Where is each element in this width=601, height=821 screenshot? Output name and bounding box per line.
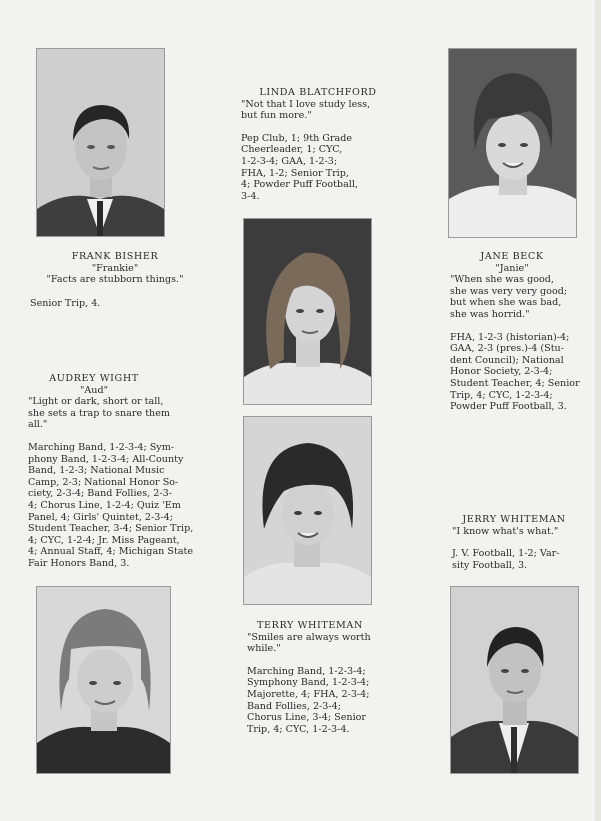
jane-activities-line-5: Student Teacher, 4; Senior [450,377,580,389]
audrey-activities-line-1: Marching Band, 1-2-3-4; Sym- [28,441,175,453]
frank-nickname: "Frankie" [91,262,139,274]
audrey-activities-line-5: ciety, 2-3-4; Band Follies, 2-3- [28,488,172,500]
jane-quote-line-1: "When she was good, [450,274,554,286]
terry-activities-line-1: Marching Band, 1-2-3-4; [247,665,366,677]
linda-activities-line-3: 1-2-3-4; GAA, 1-2-3; [241,155,338,167]
linda-entry [241,87,391,202]
portrait-photo-frank [36,48,165,237]
audrey-quote-line-1: "Light or dark, short or tall, [28,396,164,408]
linda-quote-line-1: "Not that I love study less, [241,98,371,110]
jane-entry [450,251,600,413]
frank-activities: Senior Trip, 4. [30,297,101,309]
jerry-entry [452,514,598,571]
linda-quote-line-2: but fun more." [241,110,312,122]
frank-quote: "Facts are stubborn things." [46,274,184,286]
audrey-activities-line-10: 4; Annual Staff, 4; Michigan State [28,546,194,558]
audrey-quote-line-3: all." [28,419,48,431]
terry-activities-line-3: Majorette, 4; FHA, 2-3-4; [247,688,370,700]
portrait-photo-jane [448,48,577,238]
audrey-activities-line-6: 4; Chorus Line, 1-2-4; Quiz 'Em [28,499,181,511]
jane-quote-line-3: but when she was bad, [450,297,562,309]
audrey-nickname: "Aud" [79,384,109,396]
jane-activities-line-3: dent Council); National [450,354,564,366]
terry-activities-line-6: Trip, 4; CYC, 1-2-3-4. [247,723,350,735]
portrait-photo-linda [243,218,372,405]
terry-quote-line-1: "Smiles are always worth [247,631,371,643]
portrait-photo-audrey [36,586,171,774]
terry-name: TERRY WHITEMAN [257,620,363,631]
jane-nickname: "Janie" [495,262,529,274]
frank-name: FRANK BISHER [71,251,159,262]
frank-entry [30,251,210,309]
linda-activities-line-4: FHA, 1-2; Senior Trip, [241,167,349,179]
terry-quote-line-2: while." [247,643,281,655]
linda-activities-line-6: 3-4. [241,190,260,202]
jerry-name: JERRY WHITEMAN [462,514,566,525]
jane-activities-line-2: GAA, 2-3 (pres.)-4 (Stu- [450,343,564,355]
jane-activities-line-4: Honor Society, 2-3-4; [450,366,553,378]
audrey-activities-line-11: Fair Honors Band, 3. [28,557,130,569]
jerry-quote: "I know what's what." [452,525,559,537]
jerry-activities-line-2: sity Football, 3. [452,559,528,571]
jane-activities-line-6: Trip, 4; CYC, 1-2-3-4; [450,389,553,401]
jane-quote-line-4: she was horrid." [450,308,530,320]
audrey-activities-line-3: Band, 1-2-3; National Music [28,465,165,477]
audrey-name: AUDREY WIGHT [49,373,139,384]
audrey-activities-line-7: Panel, 4; Girls' Quintet, 2-3-4; [28,511,173,523]
audrey-activities-line-2: phony Band, 1-2-3-4; All-County [28,453,184,465]
portrait-photo-terry [243,416,372,605]
linda-activities-line-1: Pep Club, 1; 9th Grade [241,132,353,144]
terry-activities-line-2: Symphony Band, 1-2-3-4; [247,677,370,689]
linda-name: LINDA BLATCHFORD [259,87,377,98]
portrait-photo-jerry [450,586,579,774]
linda-activities-line-2: Cheerleader, 1; CYC, [241,144,343,156]
jane-activities-line-7: Powder Puff Football, 3. [450,401,567,413]
jane-quote-line-2: she was very very good; [450,285,568,297]
jane-activities-line-1: FHA, 1-2-3 (historian)-4; [450,331,570,343]
linda-activities-line-5: 4; Powder Puff Football, [241,179,358,191]
audrey-entry [28,373,208,570]
jane-name: JANE BECK [480,251,544,262]
terry-entry [247,620,397,735]
audrey-activities-line-4: Camp, 2-3; National Honor So- [28,476,179,488]
terry-activities-line-4: Band Follies, 2-3-4; [247,700,341,712]
audrey-activities-line-8: Student Teacher, 3-4; Senior Trip, [28,523,194,535]
terry-activities-line-5: Chorus Line, 3-4; Senior [247,712,367,724]
audrey-quote-line-2: she sets a trap to snare them [28,407,171,419]
jerry-activities-line-1: J. V. Football, 1-2; Var- [452,548,560,560]
audrey-activities-line-9: 4; CYC, 1-2-4; Jr. Miss Pageant, [28,534,180,546]
